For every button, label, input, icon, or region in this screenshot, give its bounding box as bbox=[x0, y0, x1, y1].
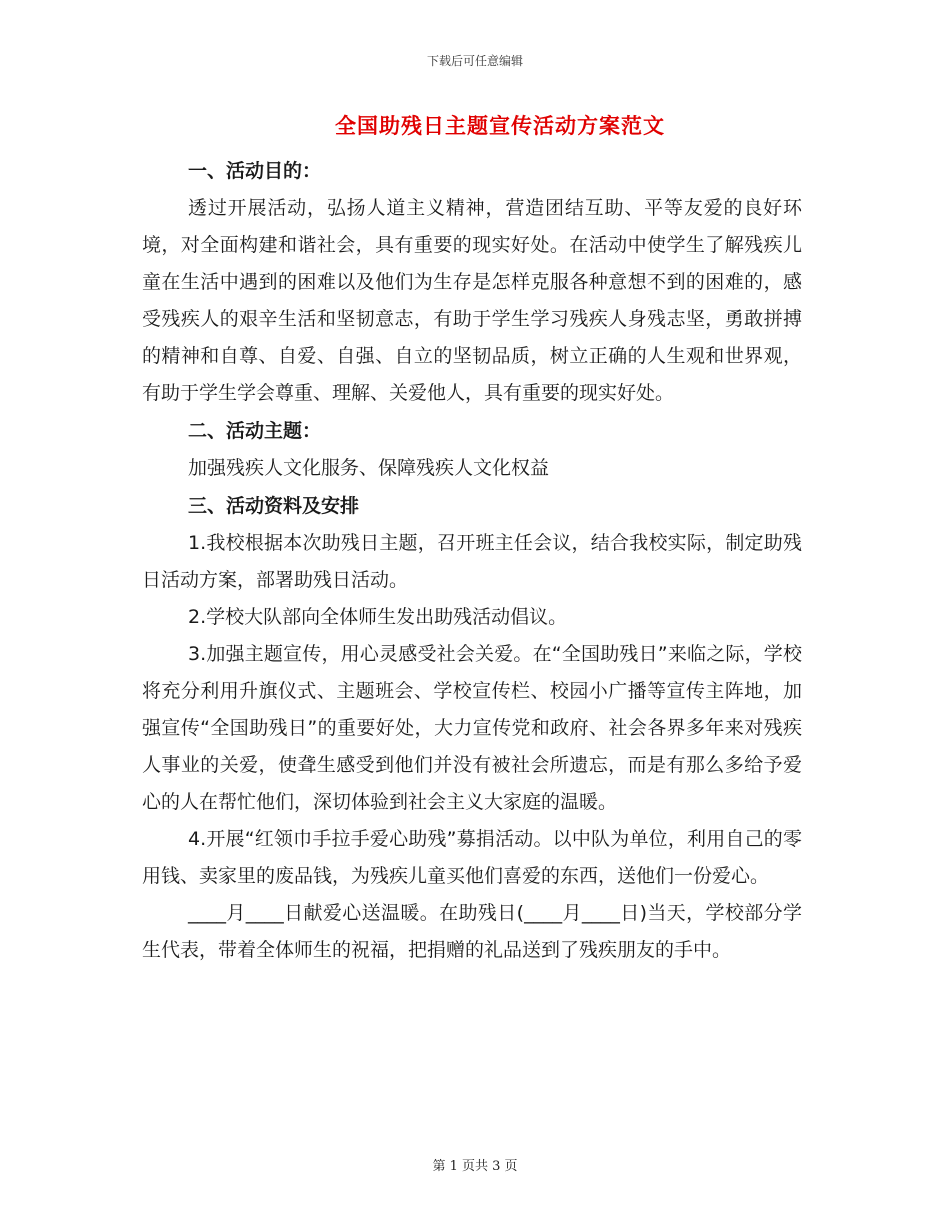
paragraph-item-4: 4.开展“红领巾手拉手爱心助残”募捐活动。以中队为单位，利用自己的零用钱、卖家里的废品钱，为残疾儿童买他们喜爱的东西，送他们一份爱心。 bbox=[142, 828, 802, 887]
section-heading-theme: 二、活动主题： bbox=[188, 420, 322, 442]
document-title: 全国助残日主题宣传活动方案范文 bbox=[335, 114, 665, 138]
paragraph-item-3: 3.加强主题宣传，用心灵感受社会关爱。在“全国助残日”来临之际，学校将充分利用升旗仪式、主题班会、学校宣传栏、校园小广播等宣传主阵地，加强宣传“全国助残日”的重要好处，大力宣传党和政府、社会各界多年来对残疾人事业的关爱，使聋生感受到他们并没有被社会所遗忘，而是有那么多给予爱心的人在帮忙他们，深切体验到社会主义大家庭的温暖。 bbox=[142, 643, 802, 813]
document-body bbox=[142, 152, 802, 969]
paragraph-item-5: ____月____日献爱心送温暖。在助残日(____月____日)当天，学校部分学生代表，带着全体师生的祝福，把捐赠的礼品送到了残疾朋友的手中。 bbox=[142, 902, 802, 961]
header-note: 下载后可任意编辑 bbox=[426, 54, 523, 68]
paragraph-theme: 加强残疾人文化服务、保障残疾人文化权益 bbox=[188, 457, 550, 479]
paragraph-purpose: 透过开展活动，弘扬人道主义精神，营造团结互助、平等友爱的良好环境，对全面构建和谐社会，具有重要的现实好处。在活动中使学生了解残疾儿童在生活中遇到的困难以及他们为生存是怎样克服各种意想不到的困难的，感受残疾人的艰辛生活和坚韧意志，有助于学生学习残疾人身残志坚，勇敢拼搏的精神和自尊、自爱、自强、自立的坚韧品质，树立正确的人生观和世界观，有助于学生学会尊重、理解、关爱他人，具有重要的现实好处。 bbox=[142, 197, 802, 404]
page-number: 第 1 页共 3 页 bbox=[432, 1159, 518, 1174]
paragraph-item-2: 2.学校大队部向全体师生发出助残活动倡议。 bbox=[188, 606, 568, 628]
section-heading-purpose: 一、活动目的： bbox=[188, 160, 322, 182]
section-heading-arrangements: 三、活动资料及安排 bbox=[188, 495, 360, 517]
paragraph-item-1: 1.我校根据本次助残日主题，召开班主任会议，结合我校实际，制定助残日活动方案，部署助残日活动。 bbox=[142, 532, 802, 591]
